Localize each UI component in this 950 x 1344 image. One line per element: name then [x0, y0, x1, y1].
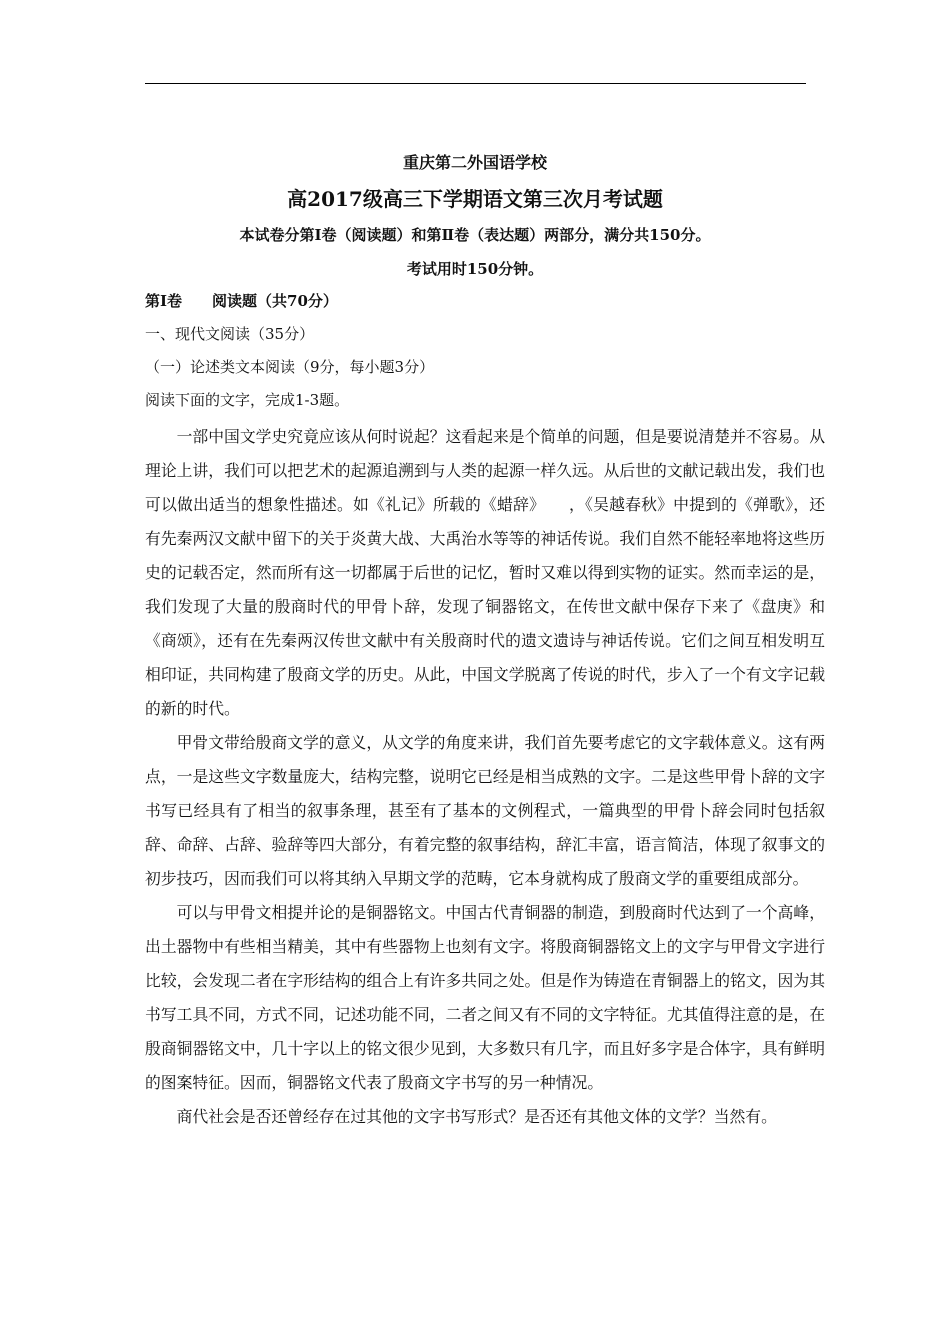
reading-passage: [145, 420, 825, 1134]
exam-info-scoring: 本试卷分第Ⅰ卷（阅读题）和第Ⅱ卷（表达题）两部分，满分共150分。: [239, 226, 711, 244]
passage-paragraph-2: 甲骨文带给殷商文学的意义，从文学的角度来讲，我们首先要考虑它的文字载体意义。这有两点，一是这些文字数量庞大，结构完整，说明它已经是相当成熟的文字。二是这些甲骨卜辞的文字书写已经具有了相当的叙事条理，甚至有了基本的文例程式，一篇典型的甲骨卜辞会同时包括叙辞、命辞、占辞、验辞等四大部分，有着完整的叙事结构，辞汇丰富，语言简洁，体现了叙事文的初步技巧，因而我们可以将其纳入早期文学的范畴，它本身就构成了殷商文学的重要组成部分。: [145, 733, 825, 888]
passage-paragraph-3: 可以与甲骨文相提并论的是铜器铭文。中国古代青铜器的制造，到殷商时代达到了一个高峰，出土器物中有些相当精美，其中有些器物上也刻有文字。将殷商铜器铭文上的文字与甲骨文字进行比较，会发现二者在字形结构的组合上有许多共同之处。但是作为铸造在青铜器上的铭文，因为其书写工具不同，方式不同，记述功能不同，二者之间又有不同的文字特征。尤其值得注意的是，在殷商铜器铭文中，几十字以上的铭文很少见到，大多数只有几字，而且好多字是合体字，具有鲜明的图案特征。因而，铜器铭文代表了殷商文字书写的另一种情况。: [145, 903, 825, 1092]
reading-instruction: 阅读下面的文字，完成1-3题。: [145, 391, 350, 409]
header-rule: [145, 83, 806, 84]
exam-info-duration: 考试用时150分钟。: [406, 260, 544, 278]
school-name: 重庆第二外国语学校: [402, 153, 547, 172]
subpart-heading: （一）论述类文本阅读（9分，每小题3分）: [145, 358, 435, 376]
section-heading: 第Ⅰ卷 阅读题（共70分）: [145, 292, 338, 310]
passage-paragraph-1: 一部中国文学史究竟应该从何时说起？这看起来是个简单的问题，但是要说清楚并不容易。从理论上讲，我们可以把艺术的起源追溯到与人类的起源一样久远。从后世的文献记载出发，我们也可以做出适当的想象性描述。如《礼记》所载的《蜡辞》 ，《吴越春秋》中提到的《弹歌》，还有先秦两汉文献中留下的关于炎黄大战、大禹治水等等的神话传说。我们自然不能轻率地将这些历史的记载否定，然而所有这一切都属于后世的记忆，暂时又难以得到实物的证实。然而幸运的是，我们发现了大量的殷商时代的甲骨卜辞，发现了铜器铭文，在传世文献中保存下来了《盘庚》和《商颂》，还有在先秦两汉传世文献中有关殷商时代的遗文遗诗与神话传说。它们之间互相发明互相印证，共同构建了殷商文学的历史。从此，中国文学脱离了传说的时代，步入了一个有文字记载的新的时代。: [145, 427, 825, 718]
passage-paragraph-4: 商代社会是否还曾经存在过其他的文字书写形式？是否还有其他文体的文学？当然有。: [176, 1107, 777, 1126]
part-heading: 一、现代文阅读（35分）: [145, 325, 315, 343]
exam-title: 高2017级高三下学期语文第三次月考试题: [287, 187, 663, 211]
